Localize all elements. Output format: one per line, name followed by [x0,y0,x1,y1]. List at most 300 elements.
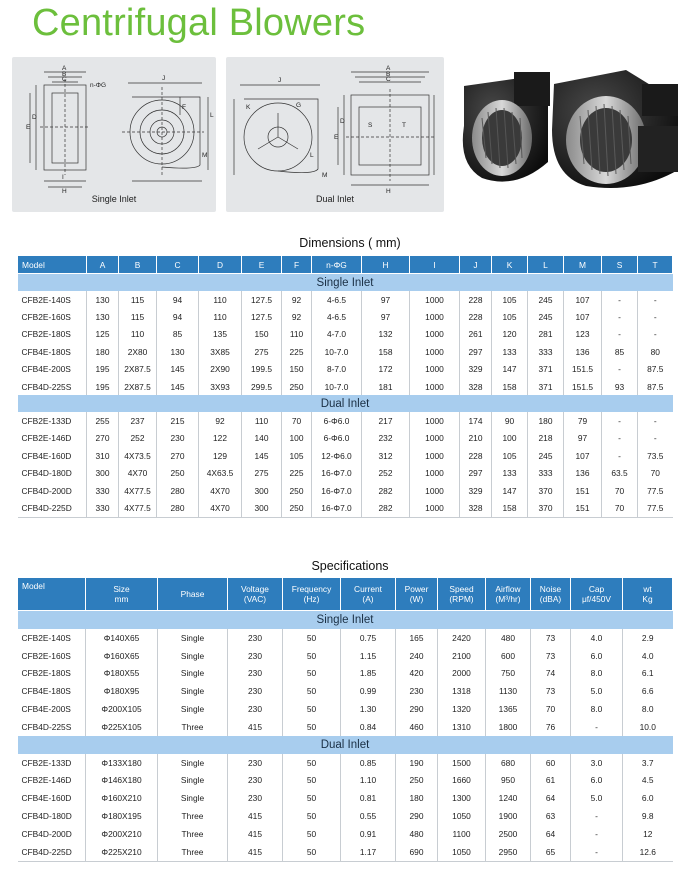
value-cell: 12 [623,825,673,843]
value-cell: 218 [528,430,564,447]
column-header: J [460,256,492,274]
svg-text:L: L [210,112,214,119]
value-cell: Φ140X65 [86,629,158,647]
value-cell: 92 [282,291,312,308]
column-header: F [282,256,312,274]
value-cell: 70 [602,482,638,499]
value-cell: - [602,430,638,447]
model-cell: CFB2E-140S [21,294,71,305]
value-cell: 245 [528,291,564,308]
column-header-line2: mm [114,594,129,604]
value-cell: 230 [228,700,283,718]
value-cell: 282 [362,482,410,499]
svg-text:F: F [182,104,186,111]
value-cell: Φ180X195 [86,807,158,825]
value-cell: 0.55 [341,807,396,825]
value-cell: 85 [157,326,199,343]
column-header: S [602,256,638,274]
value-cell: Φ225X105 [86,718,158,736]
value-cell: 600 [486,647,531,665]
value-cell: Three [158,825,228,843]
column-header [531,578,571,611]
value-cell: 195 [87,361,119,378]
group-label: Dual Inlet [18,736,673,754]
value-cell: 230 [228,665,283,683]
value-cell: 280 [157,482,199,499]
value-cell: Φ146X180 [86,772,158,790]
value-cell: 1000 [410,361,460,378]
value-cell: 110 [119,326,157,343]
value-cell: 158 [492,378,528,395]
value-cell: 70 [602,499,638,517]
value-cell: 129 [199,447,242,464]
table-row [18,291,673,308]
table-row [18,789,673,807]
column-header [341,578,396,611]
value-cell: 1000 [410,447,460,464]
value-cell: 250 [282,378,312,395]
value-cell: 4.0 [571,629,623,647]
value-cell: 1.17 [341,843,396,861]
svg-text:I: I [62,174,64,181]
value-cell: 107 [564,291,602,308]
value-cell: 74 [531,665,571,683]
value-cell: 3X93 [199,378,242,395]
model-cell: CFB2E-133D [21,757,72,768]
table-row [18,718,673,736]
value-cell: 92 [199,412,242,429]
column-header-line1: Model [22,581,45,591]
value-cell: 87.5 [638,361,673,378]
table-row [18,308,673,325]
value-cell: 16-Φ7.0 [312,465,362,482]
value-cell: 107 [564,447,602,464]
value-cell: 50 [283,789,341,807]
column-header: I [410,256,460,274]
value-cell: 63.5 [602,465,638,482]
dual-inlet-diagram [226,57,444,212]
model-cell: CFB4D-200D [21,828,72,839]
value-cell: Three [158,843,228,861]
value-cell: 250 [282,499,312,517]
value-cell: 87.5 [638,378,673,395]
value-cell: 6-Φ6.0 [312,412,362,429]
value-cell: 8.0 [571,700,623,718]
value-cell: 132 [362,326,410,343]
svg-text:E: E [26,124,31,131]
column-header: A [87,256,119,274]
value-cell: 245 [528,308,564,325]
table-row [18,482,673,499]
value-cell: Φ225X210 [86,843,158,861]
value-cell: 4.0 [623,647,673,665]
column-header-line1: Size [113,584,130,594]
dual-inlet-drawing [226,57,444,212]
column-header-line1: Cap [588,584,605,594]
column-header-line2: (RPM) [449,594,474,604]
value-cell: 275 [242,343,282,360]
value-cell: 61 [531,772,571,790]
value-cell: 250 [157,465,199,482]
svg-text:C: C [386,76,391,83]
value-cell: 1800 [486,718,531,736]
value-cell: 281 [528,326,564,343]
model-cell: CFB2E-180S [21,329,71,340]
value-cell: 150 [242,326,282,343]
value-cell: - [602,326,638,343]
dimensions-table [17,255,673,518]
svg-text:L: L [310,152,314,159]
value-cell: 330 [87,482,119,499]
value-cell: 94 [157,291,199,308]
value-cell: 250 [396,772,438,790]
table-row [18,754,673,772]
value-cell: 4X70 [199,499,242,517]
value-cell: 50 [283,825,341,843]
value-cell: 290 [396,807,438,825]
value-cell: 125 [87,326,119,343]
value-cell: 107 [564,308,602,325]
value-cell: 210 [460,430,492,447]
value-cell: - [638,412,673,429]
value-cell: 480 [396,825,438,843]
value-cell: 73 [531,647,571,665]
value-cell: 1000 [410,378,460,395]
value-cell: 328 [460,378,492,395]
value-cell: 50 [283,807,341,825]
value-cell: 0.81 [341,789,396,807]
value-cell: 312 [362,447,410,464]
value-cell: 230 [228,647,283,665]
value-cell: 145 [242,447,282,464]
value-cell: 4X77.5 [119,499,157,517]
value-cell: 97 [362,291,410,308]
column-header-line1: Voltage [241,584,269,594]
svg-text:B: B [386,71,391,78]
value-cell: 6-Φ6.0 [312,430,362,447]
value-cell: 4X77.5 [119,482,157,499]
value-cell: 1660 [438,772,486,790]
value-cell: 100 [282,430,312,447]
value-cell: - [571,718,623,736]
value-cell: 415 [228,843,283,861]
value-cell: 460 [396,718,438,736]
svg-text:B: B [62,71,67,78]
value-cell: 0.99 [341,682,396,700]
column-header-line2: (W) [409,594,424,604]
column-header-line2: (VAC) [243,594,267,604]
value-cell: 50 [283,629,341,647]
value-cell: 180 [528,412,564,429]
value-cell: 136 [564,343,602,360]
model-cell: CFB4E-200S [21,364,71,375]
model-cell: CFB2E-180S [21,668,71,679]
value-cell: 252 [119,430,157,447]
column-header-line1: Current [354,584,382,594]
svg-text:D: D [340,118,345,125]
value-cell: 270 [157,447,199,464]
column-header: E [242,256,282,274]
value-cell: 230 [228,789,283,807]
column-header: K [492,256,528,274]
svg-text:A: A [386,65,391,72]
model-cell: CFB4D-225S [21,381,72,392]
value-cell: 4X70 [119,465,157,482]
column-header [438,578,486,611]
value-cell: 123 [564,326,602,343]
value-cell: Single [158,772,228,790]
column-header [623,578,673,611]
value-cell: 328 [460,499,492,517]
value-cell: 133 [492,343,528,360]
value-cell: 174 [460,412,492,429]
value-cell: 215 [157,412,199,429]
column-header-line1: Frequency [291,584,332,594]
value-cell: 6.0 [623,789,673,807]
table-row [18,700,673,718]
value-cell: 232 [362,430,410,447]
value-cell: 333 [528,343,564,360]
specifications-title: Specifications [311,559,389,573]
svg-text:M: M [322,172,328,179]
value-cell: 136 [564,465,602,482]
value-cell: - [638,308,673,325]
value-cell: 415 [228,718,283,736]
model-cell: CFB4E-180S [21,686,71,697]
value-cell: 105 [282,447,312,464]
table-row [18,465,673,482]
column-header [283,578,341,611]
table-row [18,825,673,843]
column-header: H [362,256,410,274]
value-cell: 280 [157,499,199,517]
value-cell: 8.0 [623,700,673,718]
value-cell: 275 [242,465,282,482]
group-row [18,736,673,754]
model-cell: CFB2E-160S [21,312,71,323]
value-cell: 122 [199,430,242,447]
value-cell: 2X87.5 [119,378,157,395]
value-cell: 2500 [486,825,531,843]
value-cell: 333 [528,465,564,482]
value-cell: 50 [283,682,341,700]
value-cell: 250 [282,482,312,499]
column-header-line2: (Hz) [303,594,320,604]
value-cell: 3.7 [623,754,673,772]
column-header-line1: Phase [180,589,205,599]
svg-text:K: K [246,104,251,111]
value-cell: 64 [531,825,571,843]
value-cell: - [602,447,638,464]
value-cell: 480 [486,629,531,647]
model-cell: CFB2E-133D [21,416,72,427]
value-cell: - [571,843,623,861]
value-cell: - [571,825,623,843]
value-cell: 2X87.5 [119,361,157,378]
value-cell: 16-Φ7.0 [312,482,362,499]
value-cell: - [638,326,673,343]
value-cell: 4-6.5 [312,308,362,325]
value-cell: Φ133X180 [86,754,158,772]
page-title: Centrifugal Blowers [32,2,366,44]
group-row [18,395,673,412]
column-header [228,578,283,611]
value-cell: - [571,807,623,825]
value-cell: Φ200X210 [86,825,158,843]
value-cell: 1000 [410,343,460,360]
value-cell: 228 [460,308,492,325]
value-cell: 1050 [438,843,486,861]
value-cell: 73 [531,629,571,647]
value-cell: 151.5 [564,378,602,395]
value-cell: 16-Φ7.0 [312,499,362,517]
value-cell: Single [158,682,228,700]
value-cell: 50 [283,665,341,683]
value-cell: Single [158,789,228,807]
value-cell: 3.0 [571,754,623,772]
value-cell: 1.85 [341,665,396,683]
value-cell: Φ180X95 [86,682,158,700]
value-cell: 180 [396,789,438,807]
value-cell: 2420 [438,629,486,647]
column-header [396,578,438,611]
value-cell: 127.5 [242,291,282,308]
value-cell: 4X73.5 [119,447,157,464]
value-cell: 140 [242,430,282,447]
value-cell: 110 [282,326,312,343]
svg-text:A: A [62,65,67,72]
model-cell: CFB4D-180D [21,468,72,479]
svg-text:T: T [402,122,406,129]
model-cell: CFB2E-140S [21,632,71,643]
value-cell: 680 [486,754,531,772]
group-row [18,274,673,292]
table-row [18,807,673,825]
svg-text:H: H [62,188,67,195]
value-cell: 290 [396,700,438,718]
svg-text:E: E [334,134,339,141]
value-cell: 1000 [410,291,460,308]
value-cell: - [638,291,673,308]
model-cell: CFB4D-200D [21,485,72,496]
column-header-line1: Airflow [495,584,521,594]
column-header [86,578,158,611]
svg-text:H: H [386,188,391,195]
value-cell: 50 [283,843,341,861]
value-cell: 3X85 [199,343,242,360]
column-header: L [528,256,564,274]
value-cell: 1365 [486,700,531,718]
value-cell: 2.9 [623,629,673,647]
blower-left [463,72,550,182]
value-cell: 6.0 [571,647,623,665]
column-header [571,578,623,611]
value-cell: Three [158,718,228,736]
value-cell: 230 [228,754,283,772]
value-cell: 50 [283,754,341,772]
table-row [18,361,673,378]
value-cell: 255 [87,412,119,429]
value-cell: 6.0 [571,772,623,790]
table-row [18,665,673,683]
value-cell: 145 [157,361,199,378]
value-cell: - [602,361,638,378]
table-row [18,343,673,360]
svg-text:G: G [296,102,302,109]
value-cell: 73 [531,682,571,700]
column-header [158,578,228,611]
value-cell: 77.5 [638,499,673,517]
value-cell: 151.5 [564,361,602,378]
group-label: Single Inlet [18,274,673,292]
value-cell: 297 [460,465,492,482]
value-cell: 1318 [438,682,486,700]
column-header-line1: Speed [449,584,474,594]
value-cell: 70 [282,412,312,429]
value-cell: 1000 [410,430,460,447]
value-cell: 127.5 [242,308,282,325]
value-cell: 105 [492,291,528,308]
value-cell: 270 [87,430,119,447]
value-cell: 6.6 [623,682,673,700]
table-row [18,629,673,647]
drawing-caption: Single Inlet [91,194,137,204]
value-cell: 217 [362,412,410,429]
value-cell: 4-6.5 [312,291,362,308]
column-header: M [564,256,602,274]
value-cell: 0.85 [341,754,396,772]
value-cell: 199.5 [242,361,282,378]
value-cell: 1130 [486,682,531,700]
svg-text:J: J [162,75,166,82]
value-cell: 371 [528,361,564,378]
value-cell: 151 [564,499,602,517]
value-cell: 310 [87,447,119,464]
value-cell: 370 [528,482,564,499]
column-header [486,578,531,611]
value-cell: 10-7.0 [312,343,362,360]
model-cell: CFB4E-160D [21,793,72,804]
value-cell: - [602,308,638,325]
column-header [18,578,86,611]
model-cell: CFB2E-160S [21,650,71,661]
column-header-line1: Noise [539,584,562,594]
value-cell: 105 [492,447,528,464]
value-cell: 1.15 [341,647,396,665]
value-cell: 1.10 [341,772,396,790]
value-cell: 133 [492,465,528,482]
value-cell: 690 [396,843,438,861]
column-header-line2: μf/450V [581,594,612,604]
value-cell: - [602,291,638,308]
value-cell: 1320 [438,700,486,718]
svg-text:D: D [32,114,37,121]
column-header-line2: (M³/hr) [495,594,521,604]
value-cell: 261 [460,326,492,343]
table-row [18,647,673,665]
value-cell: 2950 [486,843,531,861]
value-cell: 115 [119,291,157,308]
svg-text:n-ΦG: n-ΦG [90,82,107,89]
value-cell: 237 [119,412,157,429]
group-label: Single Inlet [18,611,673,630]
value-cell: 0.91 [341,825,396,843]
column-header: B [119,256,157,274]
value-cell: 2100 [438,647,486,665]
value-cell: 1000 [410,308,460,325]
value-cell: 1100 [438,825,486,843]
value-cell: 252 [362,465,410,482]
